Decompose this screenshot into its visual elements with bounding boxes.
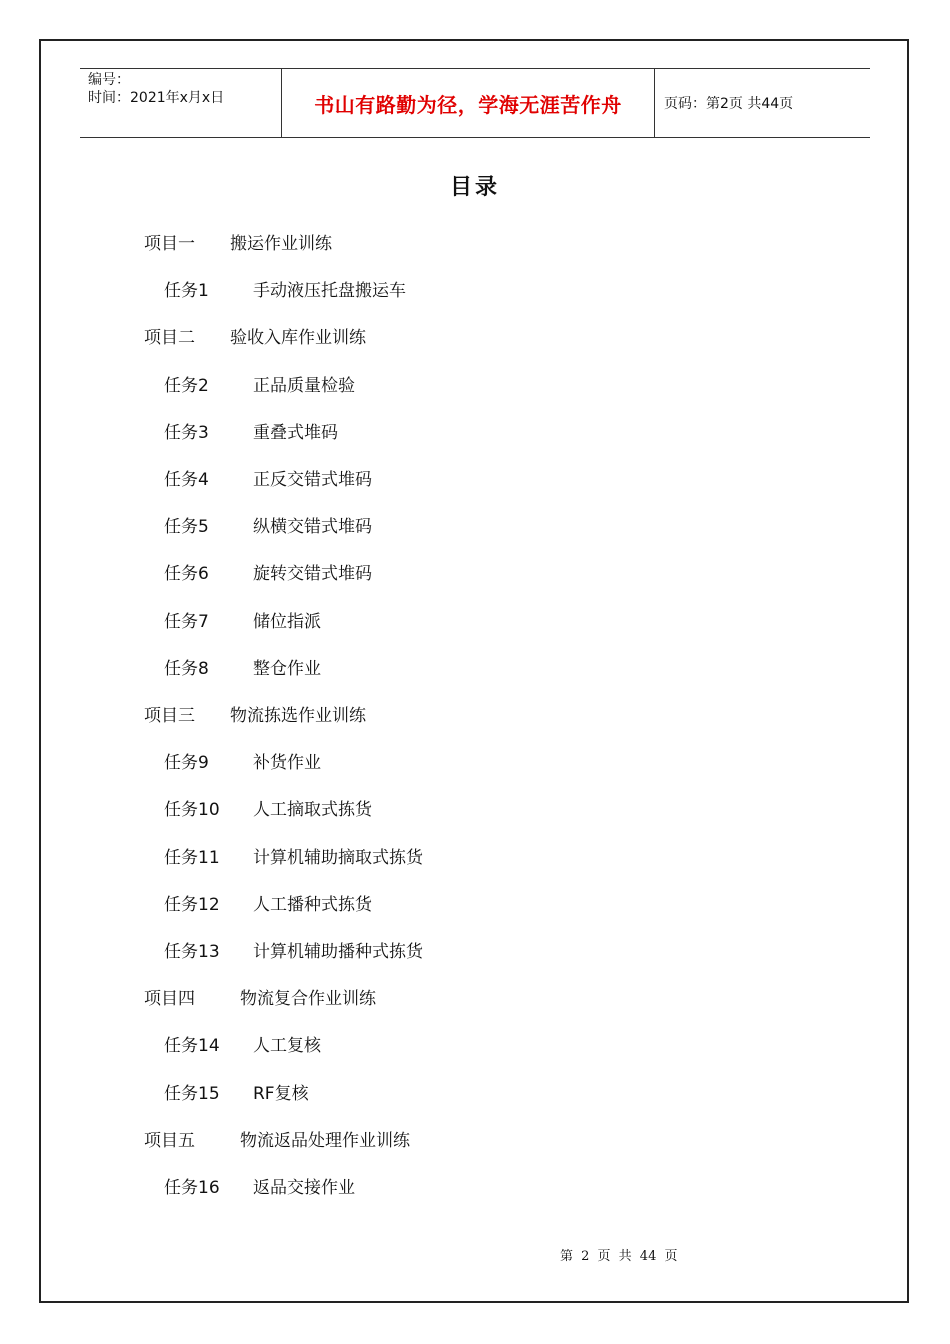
toc-number: 任务15 <box>164 1083 220 1104</box>
toc-name: 正反交错式堆码 <box>253 470 372 490</box>
toc-name: 计算机辅助摘取式拣货 <box>253 847 423 868</box>
header-motto: 书山有路勤为径，学海无涯苦作舟 <box>281 69 655 137</box>
toc-name: 手动液压托盘搬运车 <box>253 281 406 302</box>
header-page-info: 页码：第2页 共44页 <box>664 96 794 112</box>
toc-number: 任务3 <box>164 422 209 443</box>
toc-number: 任务9 <box>164 753 209 774</box>
toc-number: 项目二 <box>144 328 195 349</box>
toc-name: 重叠式堆码 <box>253 422 338 443</box>
toc-name: 正品质量检验 <box>253 375 355 396</box>
toc-name: 验收入库作业训练 <box>230 328 366 349</box>
toc-number: 任务11 <box>164 847 220 868</box>
toc-name: 人工复核 <box>253 1036 321 1057</box>
toc-number: 任务13 <box>164 942 220 962</box>
page-title: 目录 <box>449 175 500 200</box>
toc-name: 物流复合作业训练 <box>240 989 376 1010</box>
toc-name: RF复核 <box>253 1083 309 1104</box>
toc-number: 任务5 <box>164 517 209 538</box>
toc-name: 搬运作业训练 <box>230 234 332 254</box>
toc-name: 旋转交错式堆码 <box>253 564 372 585</box>
doc-number-label: 编号： <box>88 72 130 88</box>
toc-number: 任务10 <box>164 800 220 821</box>
toc-number: 任务7 <box>164 611 209 632</box>
toc-number: 项目五 <box>144 1130 195 1151</box>
toc-number: 任务4 <box>164 470 209 490</box>
date-label: 时间：2021年x月x日 <box>88 90 225 106</box>
page-footer: 第 2 页 共 44 页 <box>560 1249 678 1264</box>
toc-name: 物流拣选作业训练 <box>230 706 366 726</box>
toc-number: 任务1 <box>164 281 209 302</box>
toc-name: 计算机辅助播种式拣货 <box>253 942 423 962</box>
toc-name: 储位指派 <box>253 611 321 632</box>
toc-number: 任务8 <box>164 658 209 679</box>
toc-number: 项目一 <box>144 234 195 254</box>
toc-number: 项目三 <box>144 706 195 726</box>
toc-number: 任务16 <box>164 1178 220 1198</box>
toc-number: 任务14 <box>164 1036 220 1057</box>
toc-name: 返品交接作业 <box>253 1178 355 1198</box>
toc-name: 整仓作业 <box>253 658 321 679</box>
toc-name: 纵横交错式堆码 <box>253 517 372 538</box>
toc-number: 任务12 <box>164 894 220 915</box>
header-meta <box>80 69 281 137</box>
toc-number: 项目四 <box>144 989 195 1010</box>
toc-name: 人工摘取式拣货 <box>253 800 372 821</box>
toc-name: 补货作业 <box>253 753 321 774</box>
page-header <box>80 68 870 138</box>
toc-name: 物流返品处理作业训练 <box>240 1130 410 1151</box>
toc-number: 任务6 <box>164 564 209 585</box>
toc-name: 人工播种式拣货 <box>253 894 372 915</box>
toc-number: 任务2 <box>164 375 209 396</box>
